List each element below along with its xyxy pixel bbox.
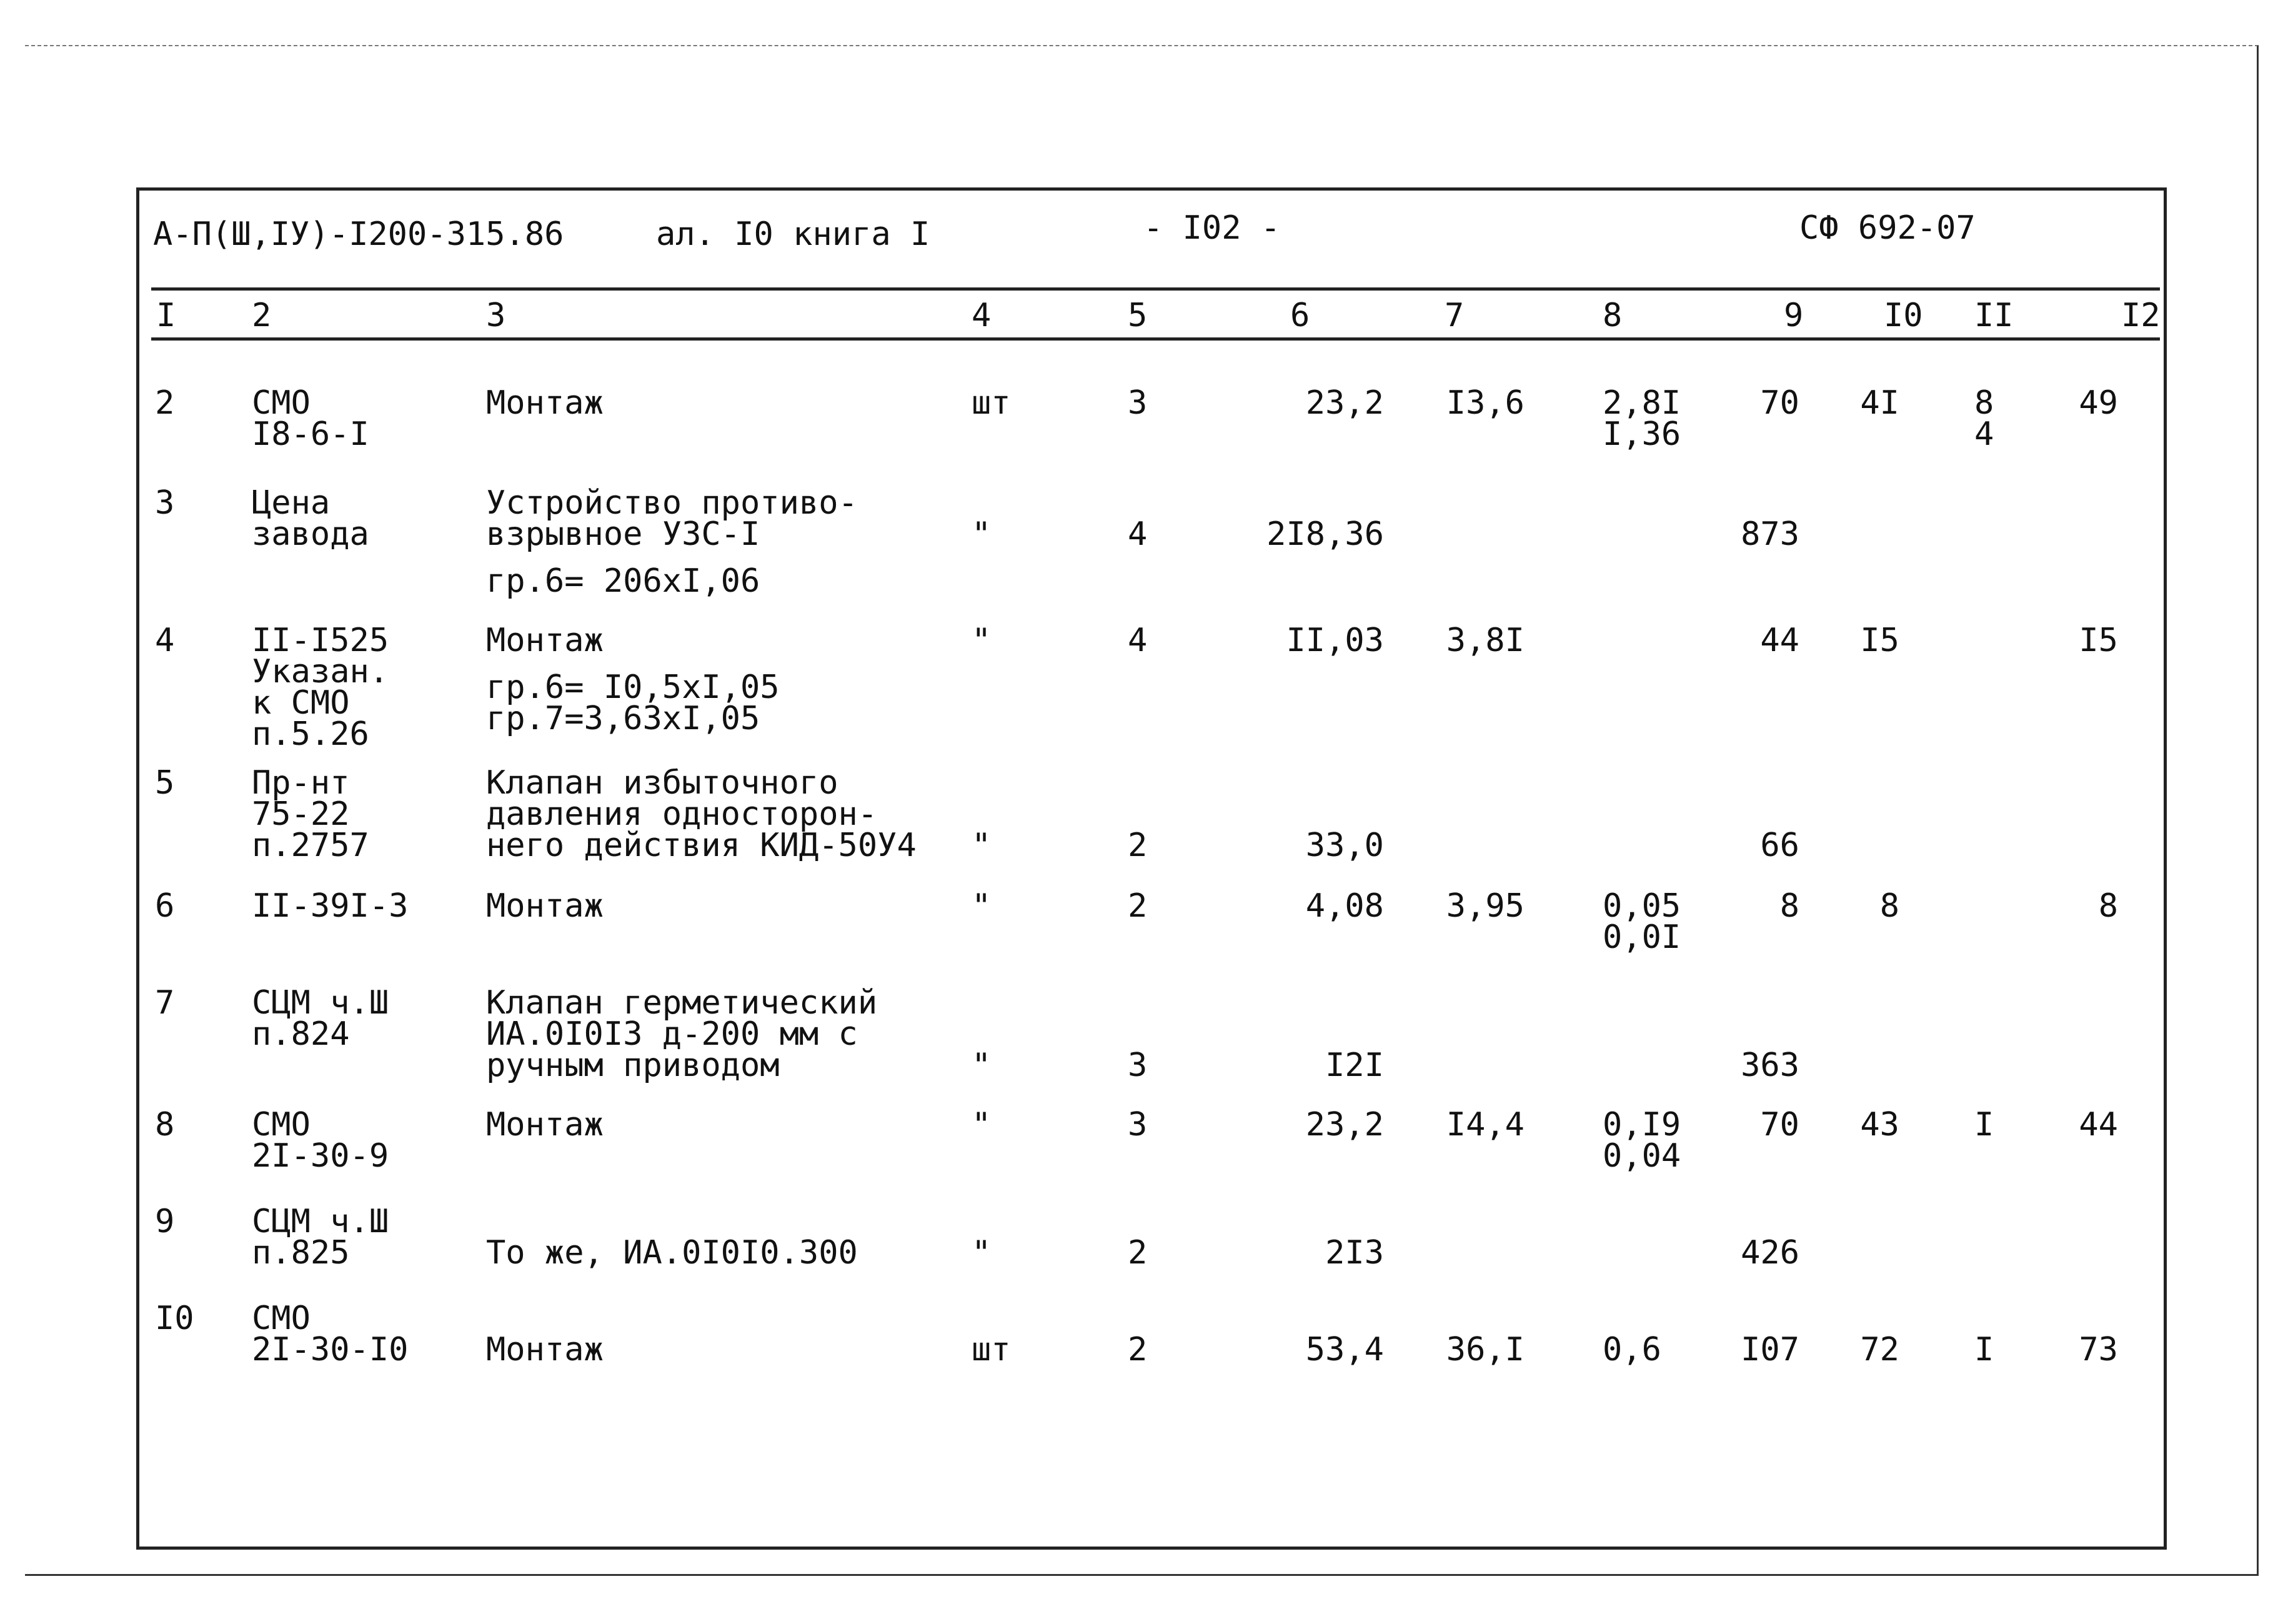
- column-header-3: 3: [486, 297, 506, 334]
- row-name: Монтаж: [486, 622, 604, 659]
- row-col6: 4,08: [1305, 887, 1384, 925]
- column-header-9: 9: [1784, 297, 1804, 334]
- row-col10: I5: [1860, 622, 1899, 659]
- row-code: Пр-нт: [252, 764, 350, 802]
- column-header-4: 4: [972, 297, 992, 334]
- row-col8: I,36: [1603, 416, 1681, 453]
- row-col9: 873: [1741, 516, 1799, 553]
- doc-code: А-П(Ш,IУ)-I200-315.86: [153, 216, 564, 253]
- row-col9: 363: [1741, 1047, 1799, 1084]
- row-qty: 4: [1128, 622, 1148, 659]
- row-formula: гр.6= I0,5хI,05: [486, 669, 780, 706]
- row-col9: 70: [1760, 384, 1799, 422]
- row-unit: ": [972, 887, 992, 925]
- row-name: Устройство противо-: [486, 484, 858, 522]
- column-header-5: 5: [1128, 297, 1148, 334]
- row-qty: 2: [1128, 887, 1148, 925]
- row-code: к СМО: [252, 684, 350, 722]
- row-col12: 49: [2079, 384, 2118, 422]
- album-label: ал. I0 книга I: [656, 216, 930, 253]
- row-col10: 43: [1860, 1106, 1899, 1143]
- row-unit: ": [972, 516, 992, 553]
- row-col6: 23,2: [1305, 384, 1384, 422]
- row-col11: I: [1974, 1331, 1994, 1368]
- row-name: давления односторон-: [486, 795, 878, 833]
- row-qty: 4: [1128, 516, 1148, 553]
- row-qty: 2: [1128, 827, 1148, 864]
- column-header-7: 7: [1445, 297, 1465, 334]
- row-col11: 4: [1974, 416, 1994, 453]
- row-code: II-I525: [252, 622, 389, 659]
- row-number: 8: [155, 1106, 175, 1143]
- row-name: Монтаж: [486, 1106, 604, 1143]
- row-code: СМО: [252, 1300, 311, 1337]
- row-col11: I: [1974, 1106, 1994, 1143]
- row-name: взрывное УЗС-I: [486, 516, 760, 553]
- column-header-12: I2: [2121, 297, 2161, 334]
- row-code: п.825: [252, 1234, 350, 1272]
- row-code: II-39I-3: [252, 887, 409, 925]
- row-unit: ": [972, 1234, 992, 1272]
- page-number: - I02 -: [1143, 209, 1281, 247]
- row-unit: шт: [972, 384, 1011, 422]
- row-col6: 23,2: [1305, 1106, 1384, 1143]
- row-code: 2I-30-I0: [252, 1331, 409, 1368]
- row-col12: 73: [2079, 1331, 2118, 1368]
- row-code: СМО: [252, 384, 311, 422]
- row-col8: 2,8I: [1603, 384, 1681, 422]
- row-col9: 426: [1741, 1234, 1799, 1272]
- row-col8: 0,0I: [1603, 919, 1681, 956]
- row-code: Цена: [252, 484, 331, 522]
- row-col9: 70: [1760, 1106, 1799, 1143]
- row-name: ручным приводом: [486, 1047, 780, 1084]
- row-code: I8-6-I: [252, 416, 369, 453]
- row-unit: шт: [972, 1331, 1011, 1368]
- row-col8: 0,04: [1603, 1137, 1681, 1175]
- row-number: 5: [155, 764, 175, 802]
- row-col8: 0,6: [1603, 1331, 1661, 1368]
- column-header-1: I: [156, 297, 176, 334]
- row-code: 75-22: [252, 795, 350, 833]
- row-col10: 4I: [1860, 384, 1899, 422]
- row-col9: 8: [1779, 887, 1799, 925]
- row-unit: ": [972, 827, 992, 864]
- row-code: 2I-30-9: [252, 1137, 389, 1175]
- row-name: Монтаж: [486, 384, 604, 422]
- column-header-11: II: [1974, 297, 2014, 334]
- row-col12: 8: [2098, 887, 2118, 925]
- row-formula: гр.7=3,63хI,05: [486, 700, 760, 737]
- row-number: 3: [155, 484, 175, 522]
- row-col9: 44: [1760, 622, 1799, 659]
- header-top-line: [151, 287, 2160, 291]
- row-col12: I5: [2079, 622, 2118, 659]
- row-number: 4: [155, 622, 175, 659]
- row-code: п.2757: [252, 827, 369, 864]
- row-col7: 36,I: [1446, 1331, 1525, 1368]
- row-qty: 3: [1128, 1106, 1148, 1143]
- row-code: СЦМ ч.Ш: [252, 984, 389, 1022]
- row-col11: 8: [1974, 384, 1994, 422]
- row-col8: 0,05: [1603, 887, 1681, 925]
- row-unit: ": [972, 1106, 992, 1143]
- row-code: СЦМ ч.Ш: [252, 1203, 389, 1240]
- row-col6: II,03: [1286, 622, 1384, 659]
- row-number: 6: [155, 887, 175, 925]
- row-formula: гр.6= 206хI,06: [486, 562, 760, 600]
- header-bottom-line: [151, 337, 2160, 341]
- column-header-6: 6: [1290, 297, 1310, 334]
- row-unit: ": [972, 1047, 992, 1084]
- row-number: I0: [155, 1300, 194, 1337]
- row-qty: 3: [1128, 1047, 1148, 1084]
- row-number: 7: [155, 984, 175, 1022]
- row-col9: I07: [1741, 1331, 1799, 1368]
- row-unit: ": [972, 622, 992, 659]
- row-qty: 2: [1128, 1234, 1148, 1272]
- row-col6: 2I8,36: [1266, 516, 1384, 553]
- row-code: СМО: [252, 1106, 311, 1143]
- row-name: него действия КИД-50У4: [486, 827, 917, 864]
- row-qty: 2: [1128, 1331, 1148, 1368]
- row-col10: 8: [1879, 887, 1899, 925]
- row-col7: 3,95: [1446, 887, 1525, 925]
- column-header-2: 2: [252, 297, 272, 334]
- row-name: То же, ИА.0I0I0.300: [486, 1234, 858, 1272]
- row-col9: 66: [1760, 827, 1799, 864]
- row-code: п.824: [252, 1015, 350, 1053]
- stamp: СФ 692-07: [1799, 209, 1976, 247]
- row-col8: 0,I9: [1603, 1106, 1681, 1143]
- column-header-8: 8: [1603, 297, 1623, 334]
- row-col7: I3,6: [1446, 384, 1525, 422]
- row-col12: 44: [2079, 1106, 2118, 1143]
- row-col7: I4,4: [1446, 1106, 1525, 1143]
- column-header-10: I0: [1884, 297, 1923, 334]
- row-code: п.5.26: [252, 715, 369, 753]
- row-name: Монтаж: [486, 887, 604, 925]
- row-code: Указан.: [252, 653, 389, 690]
- row-col6: 2I3: [1325, 1234, 1384, 1272]
- row-col6: I2I: [1325, 1047, 1384, 1084]
- row-name: ИА.0I0I3 д-200 мм с: [486, 1015, 858, 1053]
- row-number: 9: [155, 1203, 175, 1240]
- row-col6: 33,0: [1305, 827, 1384, 864]
- row-col6: 53,4: [1305, 1331, 1384, 1368]
- row-name: Клапан герметический: [486, 984, 878, 1022]
- row-name: Монтаж: [486, 1331, 604, 1368]
- row-qty: 3: [1128, 384, 1148, 422]
- row-code: завода: [252, 516, 369, 553]
- row-name: Клапан избыточного: [486, 764, 838, 802]
- row-number: 2: [155, 384, 175, 422]
- row-col7: 3,8I: [1446, 622, 1525, 659]
- row-col10: 72: [1860, 1331, 1899, 1368]
